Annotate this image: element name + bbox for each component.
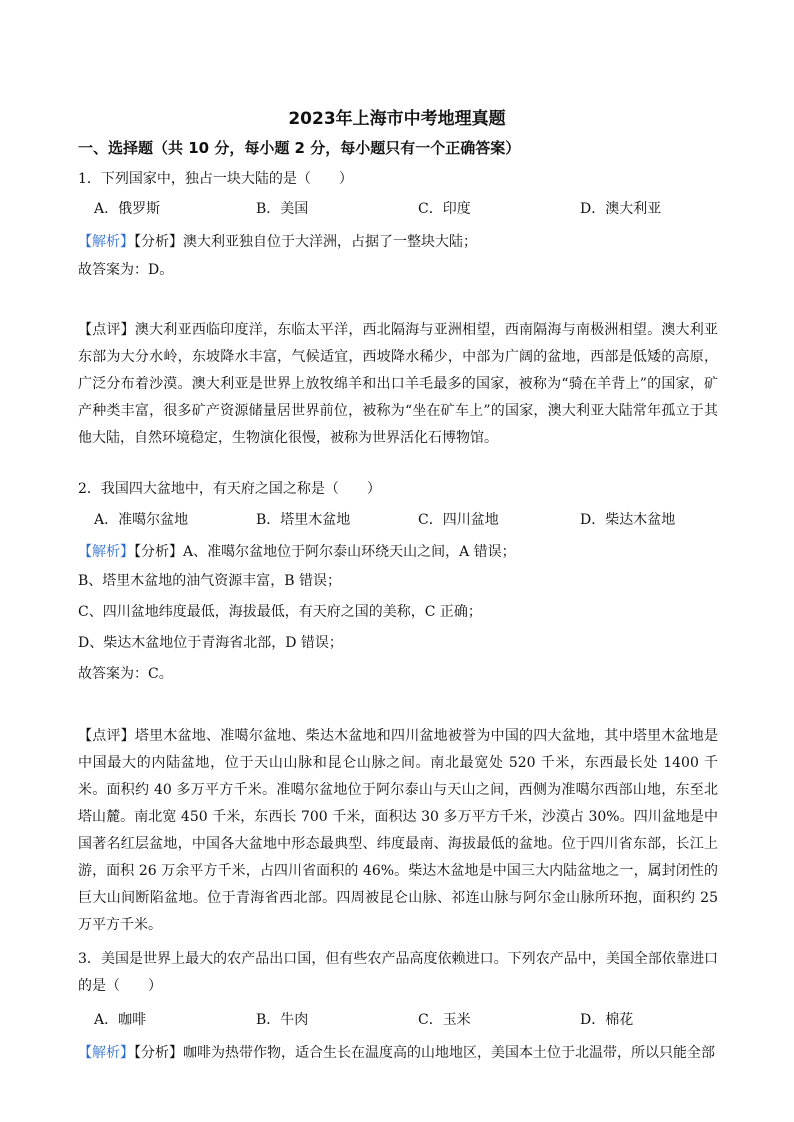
q3-analysis (78, 1042, 715, 1062)
q1-option-d: D．澳大利亚 (580, 201, 662, 217)
q2-option-c: C．四川盆地 (418, 512, 499, 528)
analysis-badge: 【解析】 (78, 1045, 134, 1061)
analysis-badge: 【解析】 (78, 234, 134, 250)
section-heading: 一、选择题（共 10 分，每小题 2 分，每小题只有一个正确答案） (78, 139, 521, 157)
q2-option-d: D．柴达木盆地 (580, 512, 676, 528)
q3-analysis-text: 【分析】咖啡为热带作物，适合生长在温度高的山地地区，美国本土位于北温带，所以只能全部 (134, 1045, 715, 1061)
q2-analysis-line-d: D、柴达木盆地位于青海省北部，D 错误； (78, 635, 343, 651)
q2-analysis-line-c: C、四川盆地纬度最低，海拔最低，有天府之国的美称，C 正确； (78, 604, 482, 620)
q1-analysis-text: 【分析】澳大利亚独自位于大洋洲，占据了一整块大陆； (134, 234, 477, 250)
q2-analysis-text: 【分析】A、准噶尔盆地位于阿尔泰山环绕天山之间，A 错误； (134, 544, 516, 560)
q3-option-c: C．玉米 (418, 1012, 471, 1028)
page-title: 2023年上海市中考地理真题 (288, 109, 506, 129)
q1-option-b: B．美国 (256, 201, 309, 217)
q3-option-a: A．咖啡 (94, 1012, 147, 1028)
q3-option-b: B．牛肉 (256, 1012, 309, 1028)
analysis-badge: 【解析】 (78, 544, 134, 560)
q1-analysis (78, 231, 477, 251)
q1-comment: 【点评】澳大利亚西临印度洋，东临太平洋，西北隔海与亚洲相望，西南隔海与南极洲相望。澳大利亚东部为大分水岭，东坡降水丰富，气候适宜，西坡降水稀少，中部为广阔的盆地，西部是低矮的高原，广泛分布着沙漠。澳大利亚是世界上放牧绵羊和出口羊毛最多的国家，被称为“骑在羊背上”的国家，矿产种类丰富，很多矿产资源储量居世界前位，被称为“坐在矿车上”的国家，澳大利亚大陆常年孤立于其他大陆，自然环境稳定，生物演化很慢，被称为世界活化石博物馆。 (78, 322, 718, 446)
q1-answer: 故答案为：D。 (78, 262, 174, 278)
question-3-stem: 3．美国是世界上最大的农产品出口国，但有些农产品高度依赖进口。下列农产品中，美国全部依靠进口的是（ ） (78, 951, 718, 994)
q2-answer: 故答案为：C。 (78, 666, 173, 682)
q1-option-c: C．印度 (418, 201, 471, 217)
q2-comment: 【点评】塔里木盆地、准噶尔盆地、柴达木盆地和四川盆地被誉为中国的四大盆地，其中塔里木盆地是中国最大的内陆盆地，位于天山山脉和昆仑山脉之间。南北最宽处 520 千米，东西最长处 1400 千米。面积约 40 多万平方千米。准噶尔盆地位于阿尔泰山与天山之间，西侧为准噶尔西部山地，东至北塔山麓。南北宽 450 千米，东西长 700 千米，面积达 30 多万平方千米，沙漠占 30%。四川盆地是中国著名红层盆地，中国各大盆地中形态最典型、纬度最南、海拔最低的盆地。位于四川省东部，长江上游，面积 26 万余平方千米，占四川省面积的 46%。柴达木盆地是中国三大内陆盆地之一，属封闭性的巨大山间断陷盆地。位于青海省西北部。四周被昆仑山脉、祁连山脉与阿尔金山脉所环抱，面积约 25 万平方千米。 (78, 728, 718, 933)
q2-analysis-line-b: B、塔里木盆地的油气资源丰富，B 错误； (78, 573, 342, 589)
q2-option-a: A．准噶尔盆地 (94, 512, 189, 528)
q1-option-a: A．俄罗斯 (94, 201, 161, 217)
q2-option-b: B．塔里木盆地 (256, 512, 351, 528)
question-1-stem: 1．下列国家中，独占一块大陆的是（ ） (78, 171, 353, 187)
q2-analysis (78, 541, 516, 561)
question-2-stem: 2．我国四大盆地中，有天府之国之称是（ ） (78, 481, 381, 497)
q3-option-d: D．棉花 (580, 1012, 634, 1028)
